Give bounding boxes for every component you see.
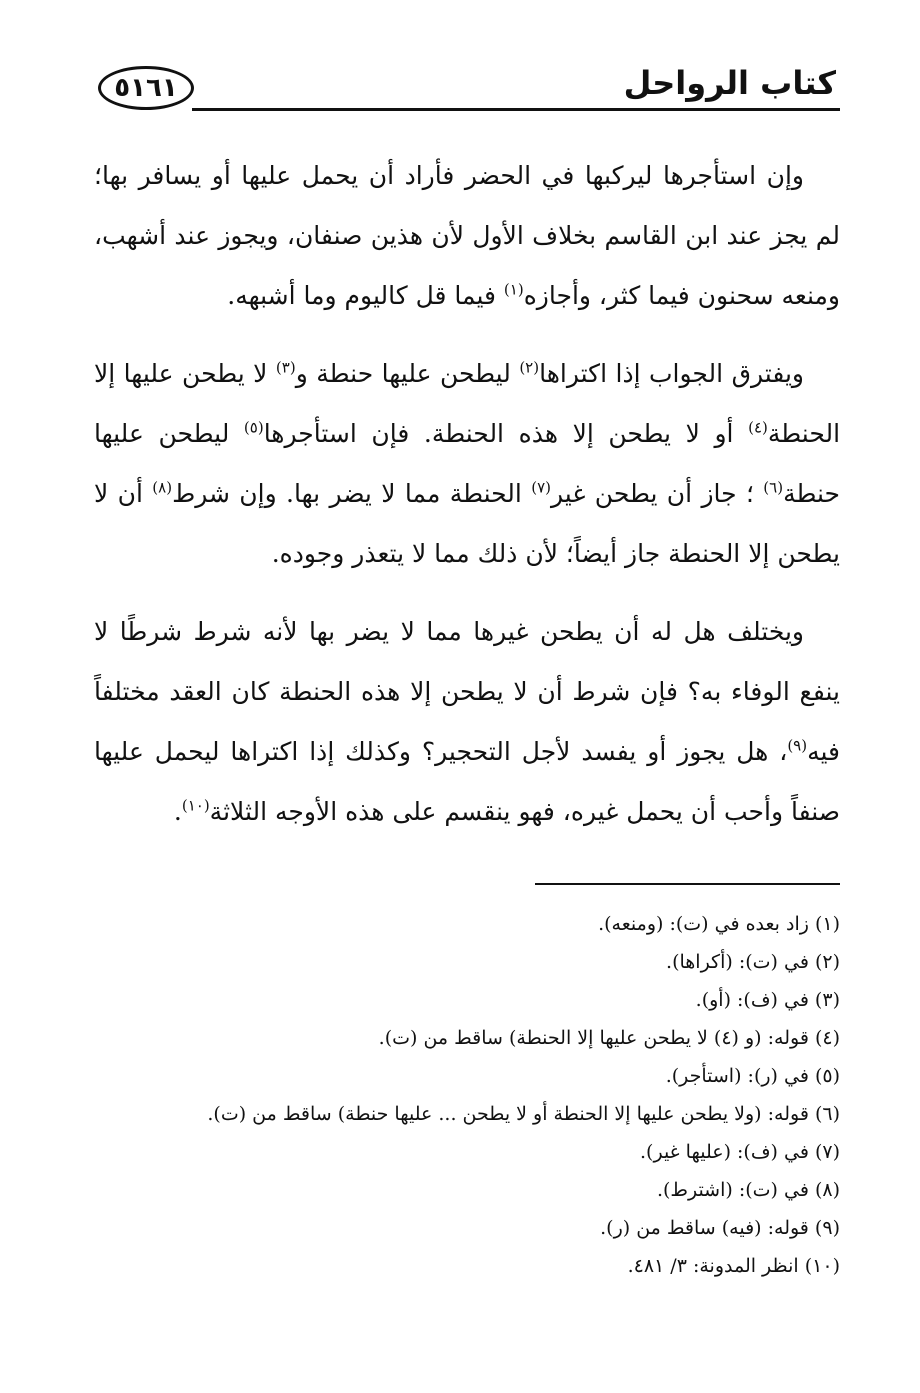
footnote-10: (١٠) انظر المدونة: ٣/ ٤٨١. [627,1255,840,1277]
footnote-ref: (٧) [531,478,552,497]
paragraph-2 [94,344,840,584]
footnote-4: (٤) قوله: (و (٤) لا يطحن عليها إلا الحنطة) ساقط من (ت). [378,1027,840,1049]
body-text [94,146,840,860]
footnote-ref: (٨) [152,478,173,497]
paragraph-text: أو لا يطحن إلا هذه الحنطة. فإن استأجرها [263,419,749,448]
paragraph-text: ، هل يجوز أو يفسد لأجل التحجير؟ وكذلك إذا اكتراها ليحمل عليها صنفاً وأحب أن يحمل غيره، فهو ينقسم على هذه الأوجه الثلاثة [94,737,840,826]
running-title: كتاب الرواحل [623,64,836,102]
footnote-ref: (٩) [787,736,808,755]
footnote-ref: (٣) [275,358,296,377]
footnote-5: (٥) في (ر): (استأجر). [665,1065,840,1087]
footnote-3: (٣) في (ف): (أو). [695,989,840,1011]
footnote-ref: (٥) [243,418,264,437]
paragraph-text: لا يطحن عليها إلا الحنطة [94,359,841,448]
paragraph-text: . [173,797,182,826]
footnote-divider [535,883,840,885]
footnote-7: (٧) في (ف): (عليها غير). [640,1141,840,1163]
page-number: ٥١٦١ [98,66,194,110]
header-rule [192,108,840,111]
footnote-1: (١) زاد بعده في (ت): (ومنعه). [598,913,840,935]
paragraph-text: فيما قل كاليوم وما أشبهه. [227,281,504,310]
paragraph-text: ؛ جاز أن يطحن غير [551,479,764,508]
footnote-8: (٨) في (ت): (اشترط). [656,1179,840,1201]
footnotes [94,905,840,1285]
paragraph-3 [94,602,840,842]
paragraph-text: أن لا يطحن إلا الحنطة جاز أيضاً؛ لأن ذلك مما لا يتعذر وجوده. [94,479,840,568]
footnote-9: (٩) قوله: (فيه) ساقط من (ر). [600,1217,840,1239]
paragraph-text: ويختلف هل له أن يطحن غيرها مما لا يضر بها لأنه شرط شرطًا لا ينفع الوفاء به؟ فإن شرط أن لا يطحن إلا هذه الحنطة كان العقد مختلفاً فيه [94,617,840,766]
footnote-ref: (٦) [763,478,784,497]
footnote-ref: (١) [503,280,524,299]
footnote-ref: (١٠) [181,796,210,815]
page-header [92,56,840,116]
footnote-ref: (٤) [748,418,768,437]
paragraph-text: ويفترق الجواب إذا اكتراها [539,359,805,388]
paragraph-text: ليطحن عليها حنطة و [295,359,520,388]
paragraph-text: ليطحن عليها حنطة [94,419,840,508]
paragraph-text: الحنطة مما لا يضر بها. وإن شرط [172,479,532,508]
footnote-2: (٢) في (ت): (أكراها). [666,951,840,973]
paragraph-text: وإن استأجرها ليركبها في الحضر فأراد أن يحمل عليها أو يسافر بها؛ لم يجز عند ابن القاسم بخلاف الأول لأن هذين صنفان، ويجوز عند أشهب، ومنعه سحنون فيما كثر، وأجازه [94,161,840,310]
footnote-ref: (٢) [519,358,540,377]
paragraph-1 [94,146,840,326]
footnote-6: (٦) قوله: (ولا يطحن عليها إلا الحنطة أو لا يطحن ... عليها حنطة) ساقط من (ت). [207,1103,840,1125]
